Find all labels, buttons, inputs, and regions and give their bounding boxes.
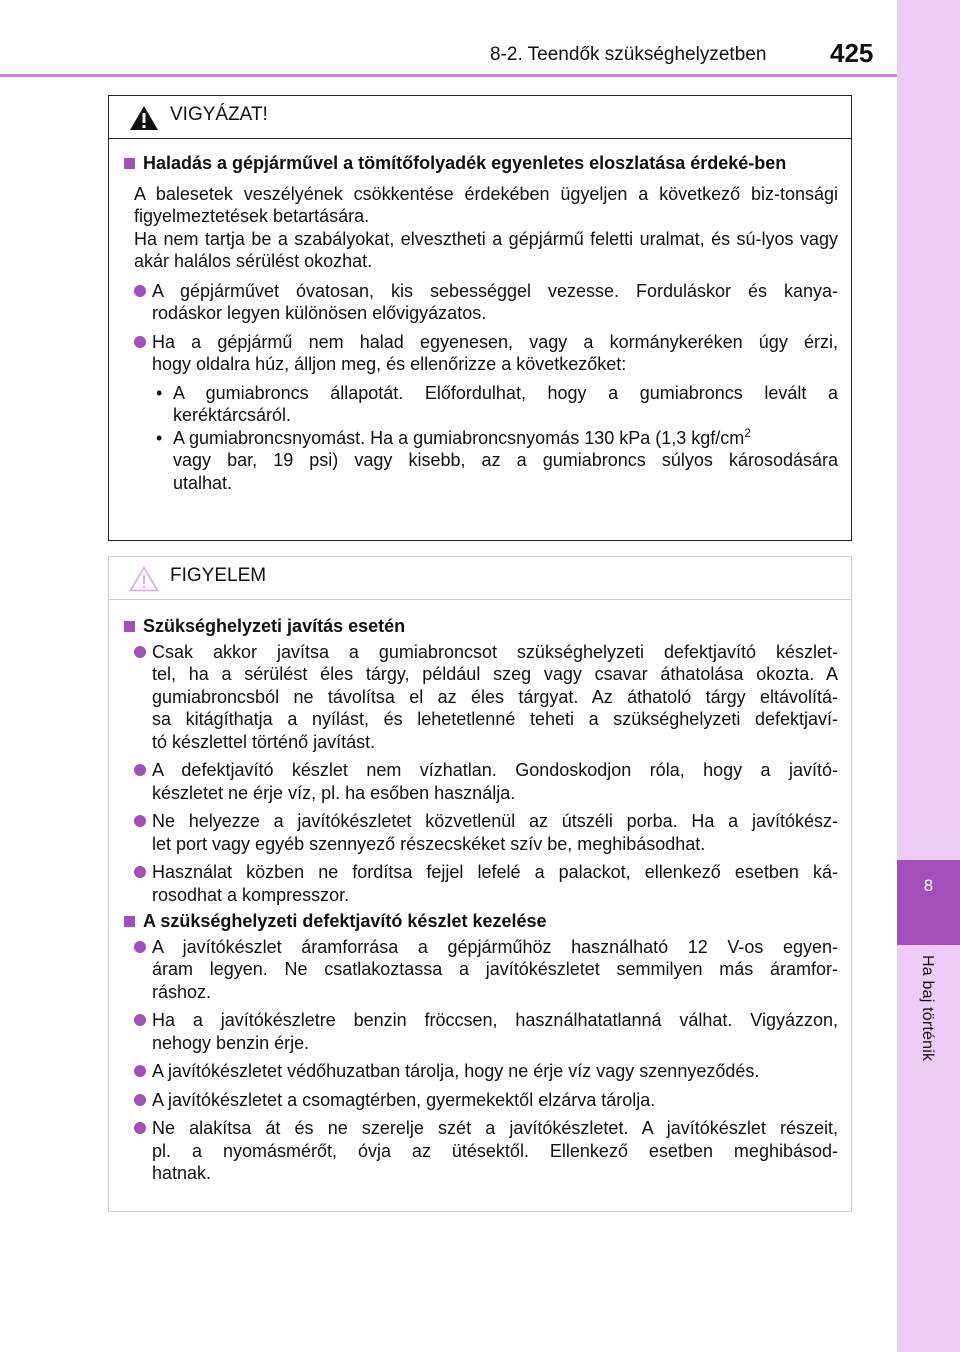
warning-body bbox=[122, 152, 838, 494]
square-bullet-icon bbox=[124, 158, 135, 169]
round-bullet-icon bbox=[134, 815, 146, 827]
warning-item-title: Haladás a gépjárművel a tömítőfolyadék egyenletes eloszlatása érdeké-ben bbox=[122, 152, 838, 175]
chapter-side-tab bbox=[897, 0, 960, 1352]
notice-section-title: A szükséghelyzeti defektjavító készlet kezelése bbox=[122, 910, 838, 933]
notice-body bbox=[122, 615, 838, 1185]
warning-sub-item: • A gumiabroncsnyomást. Ha a gumiabroncsnyomás 130 kPa (1,3 kgf/$cm^2$ vagy bar, 19 psi) vagy kisebb, az a gumiabroncs súlyos károsodására utalhat. bbox=[156, 425, 838, 493]
warning-paragraph: A balesetek veszélyének csökkentése érdekében ügyeljen a következő biz-tonsági figyelmeztetések betartására. bbox=[134, 183, 838, 226]
warning-paragraph: Ha nem tartja be a szabályokat, elvesztheti a gépjármű feletti uralmat, és sú-lyos vagy akár halálos sérülést okozhat. bbox=[134, 228, 838, 271]
notice-bullet: Ha a javítókészletre benzin fröccsen, használhatatlanná válhat. Vigyázzon, nehogy benzin érje. bbox=[122, 1009, 838, 1054]
round-bullet-icon bbox=[134, 336, 146, 348]
round-bullet-icon bbox=[134, 1014, 146, 1026]
section-title: 8-2. Teendők szükséghelyzetben bbox=[490, 44, 767, 65]
notice-bullet: A javítókészletet védőhuzatban tárolja, hogy ne érje víz vagy szennyeződés. bbox=[122, 1060, 838, 1083]
notice-bullet: Csak akkor javítsa a gumiabroncsot szükséghelyzeti defektjavító készlet- tel, ha a sérülést éles tárgy, például szeg vagy csavar áthatolása okozta. A gumiabroncsból ne távolítsa el az éles tárgyat. Az áthatoló tárgy eltávolítá- sa kitágíthatja a nyílást, és lehetetlenné teheti a szükséghelyzeti defektjaví- tó készlettel történő javítást. bbox=[122, 641, 838, 754]
round-bullet-icon bbox=[134, 764, 146, 776]
warning-bullet: A gépjárművet óvatosan, kis sebességgel vezesse. Forduláskor és kanya- rodáskor legyen különösen elővigyázatos. bbox=[122, 280, 838, 325]
page-number: 425 bbox=[830, 38, 874, 68]
caution-triangle-icon bbox=[129, 566, 159, 592]
notice-bullet: Ne helyezze a javítókészletet közvetlenül az útszéli porba. Ha a javítókész- let port vagy egyéb szennyező részecskéket szív be, meghibásodhat. bbox=[122, 810, 838, 855]
round-bullet-icon bbox=[134, 866, 146, 878]
notice-heading: FIGYELEM bbox=[170, 565, 267, 586]
round-bullet-icon bbox=[134, 1065, 146, 1077]
square-bullet-icon bbox=[124, 621, 135, 632]
warning-triangle-icon bbox=[129, 105, 159, 131]
square-bullet-icon bbox=[124, 916, 135, 927]
round-bullet-icon bbox=[134, 1122, 146, 1134]
chapter-label: Ha baj történik bbox=[919, 955, 936, 1062]
header-rule bbox=[0, 74, 960, 77]
warning-sub-item: • A gumiabroncs állapotát. Előfordulhat, hogy a gumiabroncs levált a keréktárcsáról. bbox=[156, 382, 838, 425]
notice-bullet: A javítókészletet a csomagtérben, gyermekektől elzárva tárolja. bbox=[122, 1089, 838, 1112]
warning-header bbox=[109, 96, 851, 139]
warning-heading: VIGYÁZAT! bbox=[170, 104, 268, 125]
notice-bullet: Ne alakítsa át és ne szerelje szét a javítókészletet. A javítókészlet részeit, pl. a nyomásmérőt, óvja az ütésektől. Ellenkező esetben meghibásod- hatnak. bbox=[122, 1117, 838, 1185]
round-bullet-icon bbox=[134, 1094, 146, 1106]
warning-box bbox=[108, 95, 852, 541]
notice-bullet: Használat közben ne fordítsa fejjel lefelé a palackot, ellenkező esetben ká- rosodhat a kompresszor. bbox=[122, 861, 838, 906]
round-bullet-icon bbox=[134, 646, 146, 658]
notice-section-title: Szükséghelyzeti javítás esetén bbox=[122, 615, 838, 638]
chapter-number: 8 bbox=[923, 876, 934, 895]
round-bullet-icon bbox=[134, 285, 146, 297]
notice-box bbox=[108, 556, 852, 1212]
notice-bullet: A javítókészlet áramforrása a gépjárműhöz használható 12 V-os egyen- áram legyen. Ne csatlakoztassa a javítókészletet semmilyen más áramfor- ráshoz. bbox=[122, 936, 838, 1004]
warning-bullet: Ha a gépjármű nem halad egyenesen, vagy a kormánykeréken úgy érzi, hogy oldalra húz, álljon meg, és ellenőrizze a következőket: bbox=[122, 331, 838, 376]
round-bullet-icon bbox=[134, 941, 146, 953]
chapter-number-box bbox=[897, 860, 960, 945]
notice-header bbox=[109, 557, 851, 600]
notice-bullet: A defektjavító készlet nem vízhatlan. Gondoskodjon róla, hogy a javító- készletet ne érje víz, pl. ha esőben használja. bbox=[122, 759, 838, 804]
